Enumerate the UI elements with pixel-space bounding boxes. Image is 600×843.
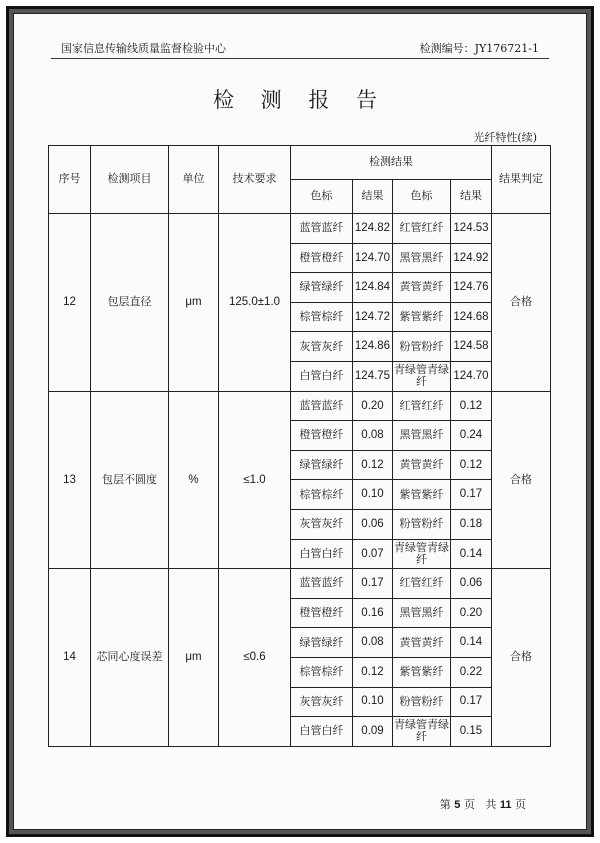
color-cell: 黑管黑纤 <box>393 421 451 451</box>
total-pages: 11 <box>499 799 512 811</box>
color-cell: 白管白纤 <box>291 717 353 747</box>
color-cell: 绿管绿纤 <box>291 628 353 658</box>
header-item: 检测项目 <box>91 146 169 214</box>
judgement-cell: 合格 <box>492 391 551 569</box>
result-cell: 0.17 <box>353 569 393 599</box>
page-footer <box>440 796 526 812</box>
requirement-cell: ≤0.6 <box>219 569 291 747</box>
header-unit: 单位 <box>169 146 219 214</box>
result-cell: 124.82 <box>353 214 393 244</box>
color-cell: 棕管棕纤 <box>291 657 353 687</box>
judgement-cell: 合格 <box>492 214 551 392</box>
result-cell: 0.10 <box>353 687 393 717</box>
color-cell: 蓝管蓝纤 <box>291 391 353 421</box>
color-cell: 棕管棕纤 <box>291 302 353 332</box>
color-cell: 红管红纤 <box>393 214 451 244</box>
requirement-cell: ≤1.0 <box>219 391 291 569</box>
result-cell: 0.18 <box>451 509 492 539</box>
color-cell: 紫管紫纤 <box>393 480 451 510</box>
unit-cell: % <box>169 391 219 569</box>
color-cell: 黄管黄纤 <box>393 273 451 303</box>
header-color-1: 色标 <box>291 180 353 214</box>
result-cell: 0.12 <box>353 450 393 480</box>
result-cell: 0.12 <box>451 450 492 480</box>
result-cell: 0.20 <box>353 391 393 421</box>
organization-name: 国家信息传输线质量监督检验中心 <box>61 42 226 55</box>
header-color-2: 色标 <box>393 180 451 214</box>
color-cell: 黑管黑纤 <box>393 598 451 628</box>
result-cell: 0.17 <box>451 687 492 717</box>
header-seq: 序号 <box>49 146 91 214</box>
item-cell: 包层直径 <box>91 214 169 392</box>
result-cell: 0.06 <box>353 509 393 539</box>
header-judgement: 结果判定 <box>492 146 551 214</box>
color-cell: 白管白纤 <box>291 539 353 569</box>
result-cell: 0.07 <box>353 539 393 569</box>
color-cell: 绿管绿纤 <box>291 450 353 480</box>
result-cell: 0.14 <box>451 628 492 658</box>
color-cell: 棕管棕纤 <box>291 480 353 510</box>
item-cell: 芯同心度误差 <box>91 569 169 747</box>
header-requirement: 技术要求 <box>219 146 291 214</box>
result-cell: 0.09 <box>353 717 393 747</box>
result-cell: 0.16 <box>353 598 393 628</box>
result-cell: 124.68 <box>451 302 492 332</box>
result-cell: 0.12 <box>451 391 492 421</box>
color-cell: 绿管绿纤 <box>291 273 353 303</box>
result-cell: 0.06 <box>451 569 492 599</box>
result-cell: 0.10 <box>353 480 393 510</box>
table-row <box>49 569 551 599</box>
header-result-1: 结果 <box>353 180 393 214</box>
result-cell: 0.24 <box>451 421 492 451</box>
color-cell: 灰管灰纤 <box>291 509 353 539</box>
seq-cell: 14 <box>49 569 91 747</box>
page-number: 5 <box>454 799 461 811</box>
total-suffix: 页 <box>515 798 526 811</box>
seq-cell: 13 <box>49 391 91 569</box>
color-cell: 青绿管青绿纤 <box>393 361 451 391</box>
color-cell: 橙管橙纤 <box>291 421 353 451</box>
result-cell: 0.08 <box>353 628 393 658</box>
result-cell: 0.15 <box>451 717 492 747</box>
color-cell: 灰管灰纤 <box>291 332 353 362</box>
section-subtitle: 光纤特性(续) <box>473 131 537 144</box>
color-cell: 黑管黑纤 <box>393 243 451 273</box>
unit-cell: μm <box>169 214 219 392</box>
color-cell: 青绿管青绿纤 <box>393 717 451 747</box>
color-cell: 蓝管蓝纤 <box>291 569 353 599</box>
requirement-cell: 125.0±1.0 <box>219 214 291 392</box>
unit-cell: μm <box>169 569 219 747</box>
result-cell: 124.70 <box>353 243 393 273</box>
color-cell: 粉管粉纤 <box>393 509 451 539</box>
header-divider <box>51 58 549 59</box>
color-cell: 紫管紫纤 <box>393 657 451 687</box>
color-cell: 红管红纤 <box>393 391 451 421</box>
result-cell: 0.12 <box>353 657 393 687</box>
result-cell: 124.84 <box>353 273 393 303</box>
color-cell: 黄管黄纤 <box>393 628 451 658</box>
seq-cell: 12 <box>49 214 91 392</box>
result-cell: 124.76 <box>451 273 492 303</box>
result-cell: 124.75 <box>353 361 393 391</box>
table-row <box>49 391 551 421</box>
result-cell: 0.14 <box>451 539 492 569</box>
report-title: 检 测 报 告 <box>212 88 388 112</box>
judgement-cell: 合格 <box>492 569 551 747</box>
result-cell: 124.53 <box>451 214 492 244</box>
color-cell: 紫管紫纤 <box>393 302 451 332</box>
color-cell: 白管白纤 <box>291 361 353 391</box>
page-mid: 页 <box>463 798 475 811</box>
result-cell: 124.72 <box>353 302 393 332</box>
header-result-2: 结果 <box>451 180 492 214</box>
result-cell: 124.86 <box>353 332 393 362</box>
result-cell: 0.17 <box>451 480 492 510</box>
item-cell: 包层不圆度 <box>91 391 169 569</box>
total-prefix: 共 <box>485 798 497 811</box>
result-cell: 0.22 <box>451 657 492 687</box>
result-cell: 124.58 <box>451 332 492 362</box>
color-cell: 红管红纤 <box>393 569 451 599</box>
color-cell: 青绿管青绿纤 <box>393 539 451 569</box>
color-cell: 橙管橙纤 <box>291 243 353 273</box>
page-prefix: 第 <box>439 798 451 811</box>
color-cell: 灰管灰纤 <box>291 687 353 717</box>
result-cell: 0.20 <box>451 598 492 628</box>
color-cell: 粉管粉纤 <box>393 332 451 362</box>
results-table <box>48 145 551 747</box>
report-number: 检测编号：JY176721-1 <box>419 42 539 55</box>
color-cell: 蓝管蓝纤 <box>291 214 353 244</box>
result-cell: 124.92 <box>451 243 492 273</box>
color-cell: 粉管粉纤 <box>393 687 451 717</box>
result-cell: 124.70 <box>451 361 492 391</box>
table-row <box>49 214 551 244</box>
result-cell: 0.08 <box>353 421 393 451</box>
header-results: 检测结果 <box>291 146 492 180</box>
color-cell: 橙管橙纤 <box>291 598 353 628</box>
color-cell: 黄管黄纤 <box>393 450 451 480</box>
